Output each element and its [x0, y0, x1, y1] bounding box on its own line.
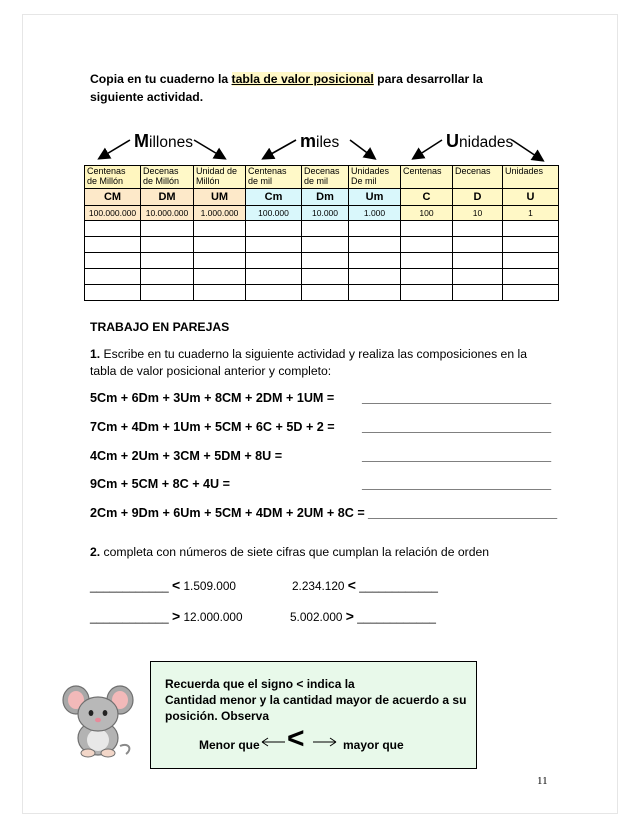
section-title: TRABAJO EN PAREJAS [90, 320, 230, 334]
less-than-sign: < [287, 722, 305, 755]
table-empty-row [85, 285, 559, 301]
header-cell: Centenas [401, 166, 453, 189]
value-cell: 1.000.000 [194, 206, 246, 221]
question-1-text: Escribe en tu cuaderno la siguiente actividad y realiza las composiciones en la tabla de valor posicional anterior y completo: [90, 347, 527, 378]
reminder-box [150, 661, 477, 769]
intro-underlined-term: tabla de valor posicional [231, 72, 374, 86]
equation-4: 9Cm + 5CM + 8C + 4U = [90, 477, 230, 491]
table-empty-row [85, 221, 559, 237]
header-cell: Unidad de Millón [194, 166, 246, 189]
arrow-right-icon [311, 734, 339, 750]
order-blank: ____________ [357, 610, 436, 624]
header-cell: Decenas de Millón [141, 166, 194, 189]
abbrev-cell: Um [349, 189, 401, 206]
order-row-1-left [90, 577, 236, 593]
order-row-2-right [290, 608, 436, 624]
arrow-millones-left [100, 140, 130, 158]
arrow-left-icon [259, 734, 287, 750]
question-1-number: 1. [90, 347, 101, 361]
header-cell: Decenas de mil [302, 166, 349, 189]
equation-3: 4Cm + 2Um + 3CM + 5DM + 8U = [90, 449, 283, 463]
answer-blank-2: ___________________________ [362, 420, 552, 434]
answer-blank-4: ___________________________ [362, 477, 552, 491]
order-value: 1.509.000 [183, 579, 236, 593]
reminder-text [165, 676, 469, 724]
header-cell: Decenas [453, 166, 503, 189]
less-than-symbol: < [347, 577, 356, 593]
header-cell: Centenas de mil [246, 166, 302, 189]
value-cell: 100 [401, 206, 453, 221]
reminder-line-2: Cantidad menor y la cantidad mayor de acuerdo a su posición. Observa [165, 693, 467, 723]
value-cell: 10.000.000 [141, 206, 194, 221]
abbrev-cell: UM [194, 189, 246, 206]
group-arrows [84, 132, 554, 168]
value-cell: 100.000.000 [85, 206, 141, 221]
header-cell: Unidades De mil [349, 166, 401, 189]
greater-than-symbol: > [345, 608, 354, 624]
abbrev-cell: Cm [246, 189, 302, 206]
intro-text: Copia en tu cuaderno la [90, 72, 232, 86]
order-row-1-right [292, 577, 438, 593]
arrow-miles-left [264, 140, 296, 158]
abbrev-cell: U [503, 189, 559, 206]
order-blank: ____________ [90, 579, 169, 593]
question-2 [90, 545, 489, 559]
arrow-millones-right [194, 140, 224, 158]
less-than-symbol: < [172, 577, 181, 593]
place-value-table [84, 165, 559, 301]
order-blank: ____________ [359, 579, 438, 593]
answer-blank-1: ___________________________ [362, 391, 552, 405]
abbrev-cell: D [453, 189, 503, 206]
intro-text-end: para desarrollar la siguiente actividad. [90, 72, 483, 104]
table-empty-row [85, 253, 559, 269]
equation-2: 7Cm + 4Dm + 1Um + 5CM + 6C + 5D + 2 = [90, 420, 335, 434]
abbrev-cell: DM [141, 189, 194, 206]
abbrev-cell: CM [85, 189, 141, 206]
abbrev-cell: Dm [302, 189, 349, 206]
mouse-icon [62, 680, 134, 760]
value-cell: 100.000 [246, 206, 302, 221]
abbrev-cell: C [401, 189, 453, 206]
table-header-row [85, 166, 559, 189]
equation-5: 2Cm + 9Dm + 6Um + 5CM + 4DM + 2UM + 8C = [90, 506, 365, 520]
order-value: 5.002.000 [290, 610, 343, 624]
question-2-number: 2. [90, 545, 101, 559]
value-cell: 10 [453, 206, 503, 221]
label-millones: Millones [134, 131, 193, 151]
answer-blank-3: ___________________________ [362, 449, 552, 463]
table-value-row [85, 206, 559, 221]
order-value: 2.234.120 [292, 579, 345, 593]
page-number: 11 [537, 775, 548, 787]
label-unidades: Unidades [446, 131, 514, 151]
arrow-miles-right [350, 140, 374, 158]
answer-blank-5: ___________________________ [368, 506, 558, 520]
header-cell: Unidades [503, 166, 559, 189]
table-abbrev-row [85, 189, 559, 206]
intro-paragraph [90, 70, 530, 106]
arrow-unidades-left [414, 140, 442, 158]
header-cell: Centenas de Millón [85, 166, 141, 189]
value-cell: 10.000 [302, 206, 349, 221]
value-cell: 1.000 [349, 206, 401, 221]
question-1 [90, 346, 550, 380]
arrow-unidades-right [512, 140, 542, 160]
order-blank: ____________ [90, 610, 169, 624]
question-2-text: completa con números de siete cifras que cumplan la relación de orden [100, 545, 490, 559]
label-mayor-que: mayor que [343, 738, 404, 752]
greater-than-symbol: > [172, 608, 181, 624]
label-miles: miles [300, 131, 340, 151]
equation-1: 5Cm + 6Dm + 3Um + 8CM + 2DM + 1UM = [90, 391, 335, 405]
reminder-line-1: Recuerda que el signo < indica la [165, 677, 355, 691]
order-row-2-left [90, 608, 243, 624]
table-empty-row [85, 269, 559, 285]
value-cell: 1 [503, 206, 559, 221]
label-menor-que: Menor que [199, 738, 260, 752]
table-empty-row [85, 237, 559, 253]
order-value: 12.000.000 [183, 610, 243, 624]
